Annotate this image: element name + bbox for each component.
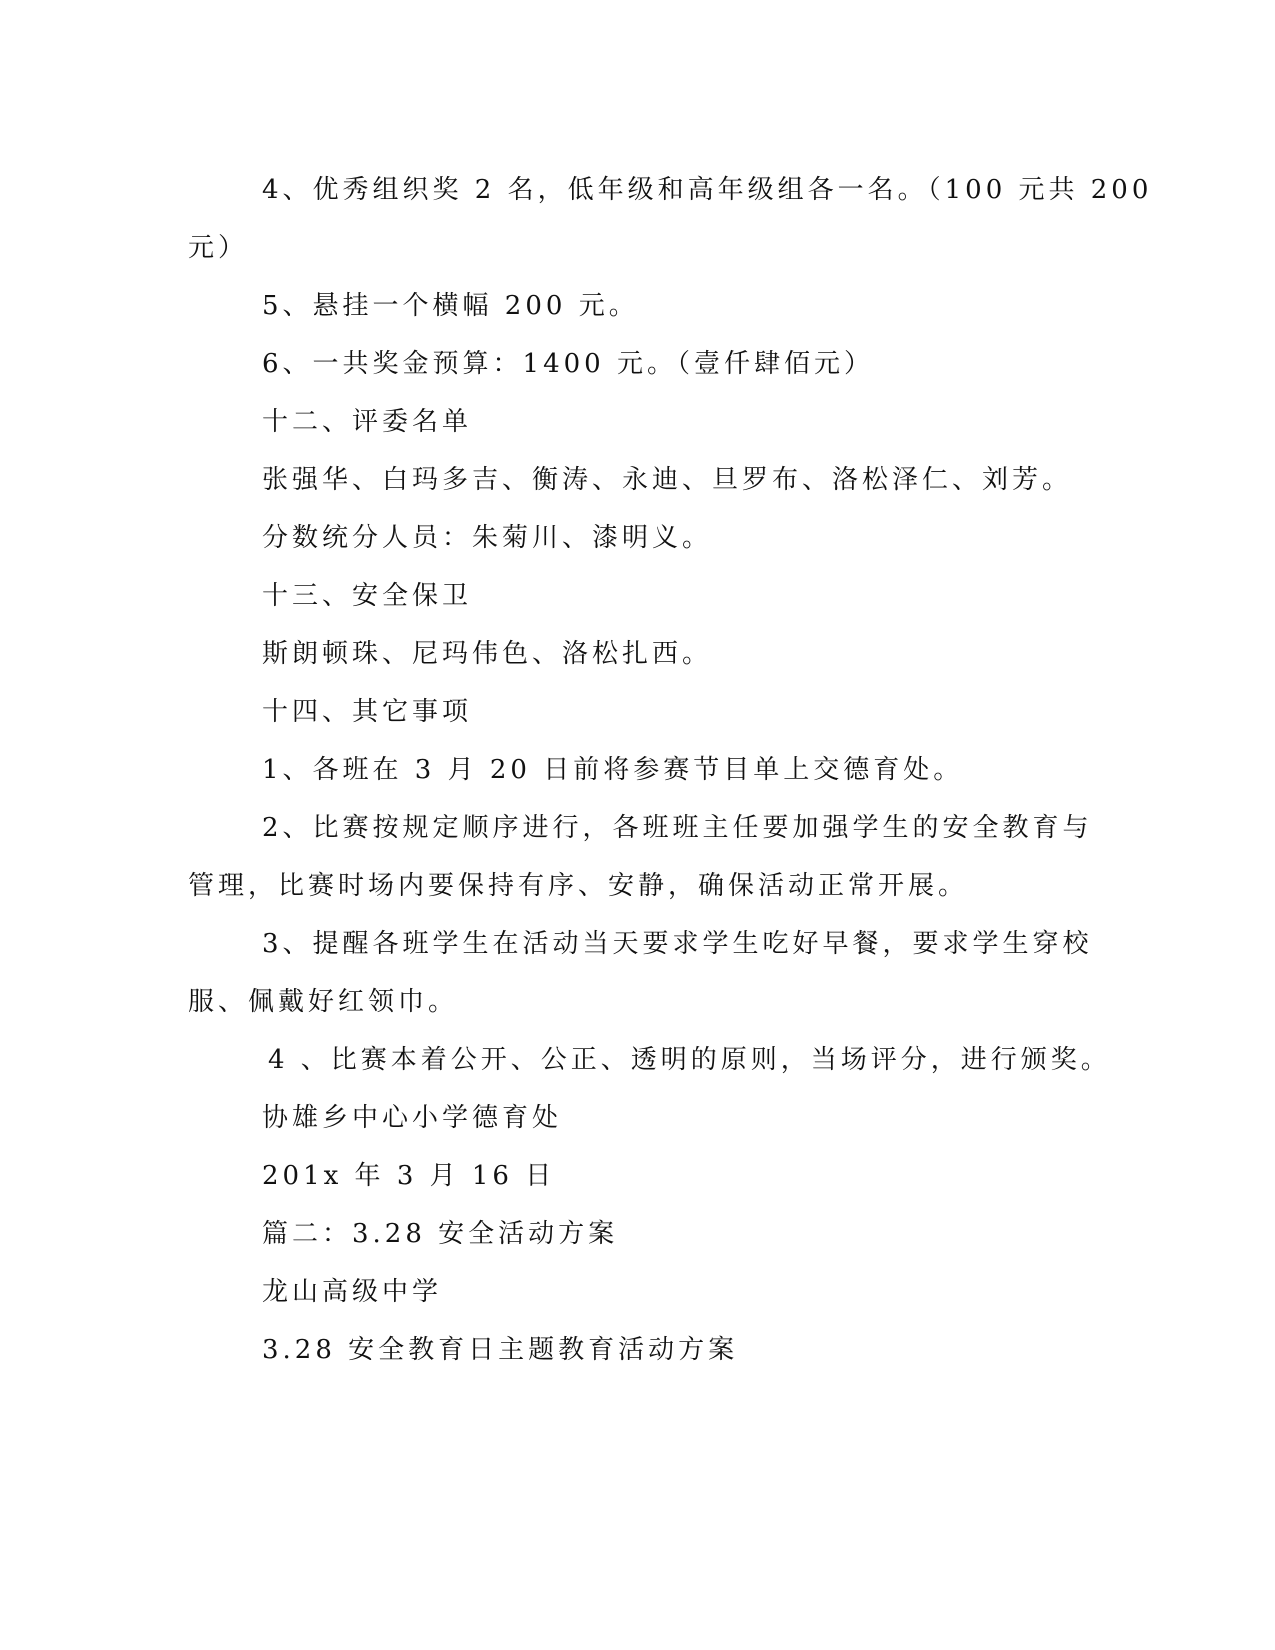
signature-org: 协雄乡中心小学德育处 <box>262 1103 563 1133</box>
section-heading: 十二、评委名单 <box>262 407 473 437</box>
text-line: 斯朗顿珠、尼玛伟色、洛松扎西。 <box>262 639 713 669</box>
text-line: 张强华、白玛多吉、衡涛、永迪、旦罗布、洛松泽仁、刘芳。 <box>262 465 1073 495</box>
text-line: 4 、比赛本着公开、公正、透明的原则，当场评分，进行颁奖。 <box>268 1045 1111 1075</box>
text-line: 元） <box>188 233 249 263</box>
text-line: 管理，比赛时场内要保持有序、安静，确保活动正常开展。 <box>188 871 969 901</box>
text-line: 3、提醒各班学生在活动当天要求学生吃好早餐，要求学生穿校 <box>262 929 1093 959</box>
chapter-title: 篇二：3.28 安全活动方案 <box>262 1219 619 1249</box>
text-line: 分数统分人员：朱菊川、漆明义。 <box>262 523 713 553</box>
section-heading: 十三、安全保卫 <box>262 581 473 611</box>
text-line: 服、佩戴好红领巾。 <box>188 987 459 1017</box>
text-line: 1、各班在 3 月 20 日前将参赛节目单上交德育处。 <box>262 755 964 785</box>
signature-date: 201x 年 3 月 16 日 <box>262 1161 556 1191</box>
section-heading: 十四、其它事项 <box>262 697 473 727</box>
plan-title: 3.28 安全教育日主题教育活动方案 <box>262 1335 739 1365</box>
text-line: 6、一共奖金预算：1400 元。（壹仟肆佰元） <box>262 349 874 379</box>
school-name: 龙山高级中学 <box>262 1277 443 1307</box>
text-line: 2、比赛按规定顺序进行，各班班主任要加强学生的安全教育与 <box>262 813 1093 843</box>
text-line: 5、悬挂一个横幅 200 元。 <box>262 291 639 321</box>
text-line: 4、优秀组织奖 2 名，低年级和高年级组各一名。（100 元共 200 <box>262 175 1153 205</box>
